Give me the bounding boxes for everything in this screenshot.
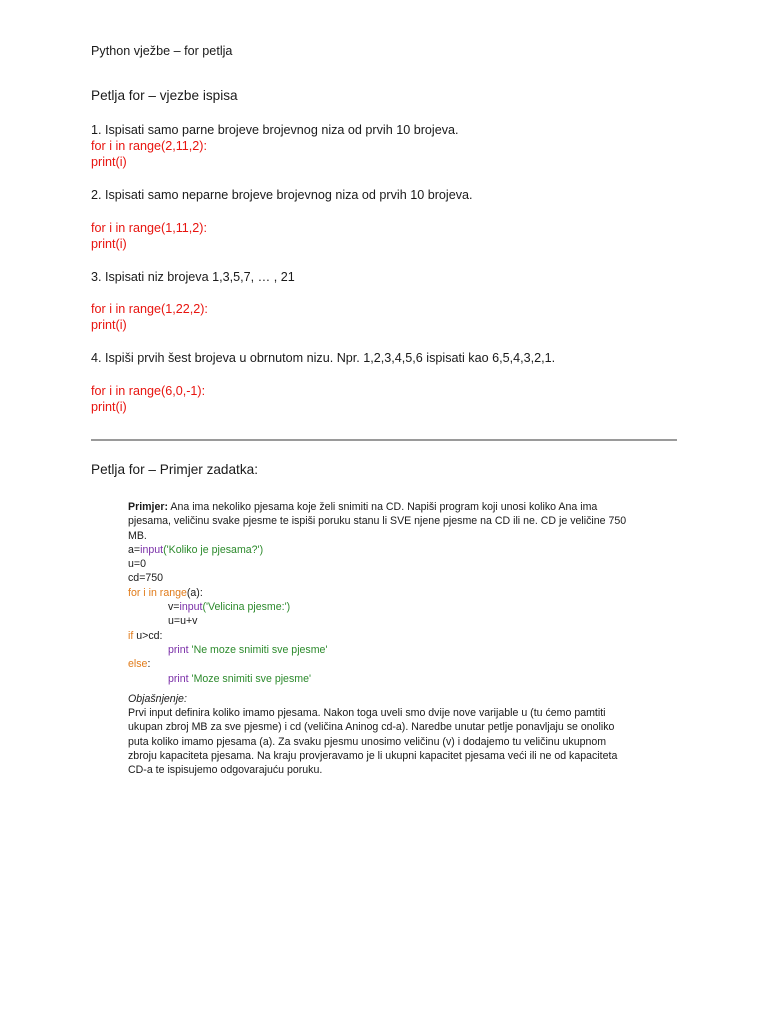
example-intro-text-1: Ana ima nekoliko pjesama koje želi snimiti na CD. Napiši program koji unosi koliko Ana ima — [168, 501, 598, 513]
code-token-string: ('Koliko je pjesama?') — [163, 543, 264, 556]
code-line-2: u=0 — [128, 558, 146, 571]
example-intro-label: Primjer: — [128, 501, 169, 513]
explanation-line-4: zbroju kapaciteta pjesama. Na kraju provjeravamo je li ukupni kapacitet pjesama veći ili ne od kapaciteta — [128, 750, 618, 763]
document-title: Python vježbe – for petlja — [91, 44, 233, 58]
task-2-code-line-2: print(i) — [91, 237, 127, 251]
task-4-code-line-1: for i in range(6,0,-1): — [91, 384, 206, 398]
explanation-line-1: Prvi input definira koliko imamo pjesama. Nakon toga uveli smo dvije nove varijable u (tu ćemo pamtiti — [128, 707, 606, 720]
example-intro-line-1 — [128, 500, 653, 514]
code-token: v= — [168, 601, 180, 614]
explanation-line-3: puta koliko imamo pjesama (a). Za svaku pjesmu unosimo veličinu (v) i dodajemo tu veličinu ukupnom — [128, 735, 607, 748]
example-intro-line-3: MB. — [128, 529, 147, 542]
code-line-9 — [128, 657, 653, 671]
task-1-code-line-2: print(i) — [91, 155, 127, 169]
example-figure — [128, 500, 653, 778]
code-token-keyword: else — [128, 658, 148, 671]
code-line-8 — [128, 643, 653, 657]
code-line-1 — [128, 543, 653, 557]
task-3-text: 3. Ispisati niz brojeva 1,3,5,7, … , 21 — [91, 270, 295, 284]
code-line-10 — [128, 672, 653, 686]
code-token: a= — [128, 543, 141, 556]
code-line-6: u=u+v — [168, 615, 198, 628]
code-token-string: 'Moze snimiti sve pjesme' — [188, 672, 311, 685]
code-token-builtin: print — [168, 643, 189, 656]
code-line-4 — [128, 586, 653, 600]
section-heading-exercises: Petlja for – vjezbe ispisa — [91, 88, 238, 103]
code-token-keyword: for i in range — [128, 586, 187, 599]
explanation-line-2: ukupan zbroj MB za sve pjesme) i cd (veličina Aninog cd-a). Naredbe unutar petlje ponavljaju se onoliko — [128, 721, 615, 734]
task-3-code-line-2: print(i) — [91, 318, 127, 332]
task-4-code-line-2: print(i) — [91, 400, 127, 414]
code-token: (a): — [186, 586, 203, 599]
code-token-builtin: print — [168, 672, 189, 685]
code-line-3: cd=750 — [128, 572, 164, 585]
code-token-string: ('Velicina pjesme:') — [202, 601, 291, 614]
code-token: u>cd: — [133, 629, 163, 642]
code-token-builtin: input — [140, 543, 164, 556]
task-4-text: 4. Ispiši prvih šest brojeva u obrnutom nizu. Npr. 1,2,3,4,5,6 ispisati kao 6,5,4,3,2,1. — [91, 351, 556, 365]
code-token-keyword: if — [128, 629, 134, 642]
code-token-string: 'Ne moze snimiti sve pjesme' — [188, 643, 328, 656]
task-1-text: 1. Ispisati samo parne brojeve brojevnog niza od prvih 10 brojeva. — [91, 123, 459, 137]
code-line-7 — [128, 629, 653, 643]
section-heading-example: Petlja for – Primjer zadatka: — [91, 462, 258, 477]
example-intro-line-2: pjesama, veličinu svake pjesme te ispiši poruku stanu li SVE njene pjesme na CD ili ne. CD je veličine 750 — [128, 515, 627, 528]
task-2-text: 2. Ispisati samo neparne brojeve brojevnog niza od prvih 10 brojeva. — [91, 188, 473, 202]
horizontal-divider — [91, 439, 677, 441]
explanation-heading: Objašnjenje: — [128, 692, 187, 705]
code-token: : — [147, 658, 151, 671]
task-1-code-line-1: for i in range(2,11,2): — [91, 139, 207, 153]
code-token-builtin: input — [179, 601, 203, 614]
task-3-code-line-1: for i in range(1,22,2): — [91, 302, 208, 316]
explanation-line-5: CD-a te ispisujemo odgovarajuću poruku. — [128, 764, 323, 777]
task-2-code-line-1: for i in range(1,11,2): — [91, 221, 207, 235]
code-line-5 — [128, 600, 653, 614]
